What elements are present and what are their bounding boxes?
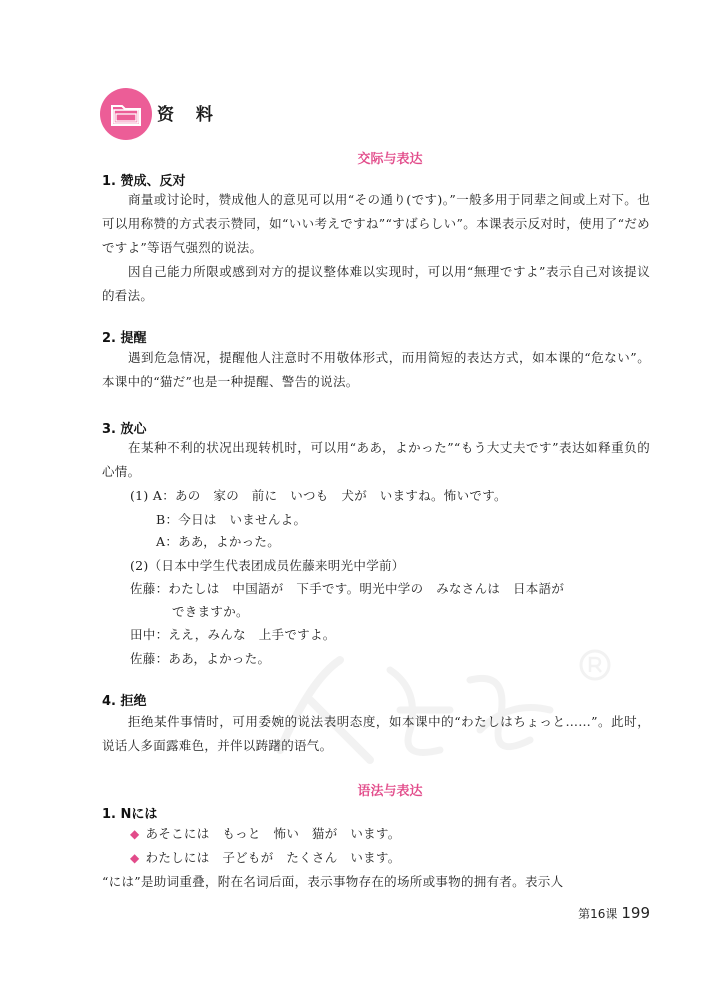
item-heading-refuse: 4. 拒绝: [102, 694, 147, 709]
example-line: (1) A：あの 家の 前に いつも 犬が いますね。怖いです。: [130, 488, 507, 503]
example-line: できますか。: [172, 604, 249, 619]
paragraph: 拒绝某件事情时，可用委婉的说法表明态度，如本课中的“わたしはちょっと……”。此时，说话人多面露难色，并伴以踌躇的语气。: [102, 714, 650, 753]
example-text: わたしには 子どもが たくさん います。: [145, 850, 401, 865]
example-line: (2)（日本中学生代表团成员佐藤来明光中学前）: [130, 558, 405, 573]
page-title: 资 料: [157, 105, 221, 125]
section-heading-grammar: 语法与表达: [357, 784, 423, 799]
example-line: [130, 822, 401, 846]
paragraph: 商量或讨论时，赞成他人的意见可以用“その通り(です)。”一般多用于同辈之间或上对下。也可以用称赞的方式表示赞同，如“いい考えですね”“すばらしい”。本课表示反对时，使用了“だめですよ”等语气强烈的说法。: [102, 192, 650, 255]
paragraph: “には”是助词重叠，附在名词后面，表示事物存在的场所或事物的拥有者。表示人: [102, 874, 564, 889]
example-line: 田中：ええ，みんな 上手ですよ。: [130, 627, 336, 642]
example-line: [130, 846, 401, 870]
paragraph: 遇到危急情况，提醒他人注意时不用敬体形式，而用简短的表达方式，如本课的“危ない”。本课中的“猫だ”也是一种提醒、警告的说法。: [102, 350, 650, 389]
lesson-label: 第16课: [578, 907, 618, 921]
paragraph: 在某种不利的状况出现转机时，可以用“ああ，よかった”“もう大丈夫です”表达如释重负的心情。: [102, 440, 650, 479]
diamond-bullet-icon: ◆: [130, 827, 140, 841]
page-number: 199: [621, 904, 650, 922]
example-line: 佐藤：わたしは 中国語が 下手です。明光中学の みなさんは 日本語が: [130, 581, 565, 596]
item-heading-agree: 1. 赞成、反对: [102, 174, 186, 189]
grammar-heading: 1. Nには: [102, 807, 158, 822]
example-line: A：ああ，よかった。: [156, 534, 281, 549]
section-heading-communication: 交际与表达: [357, 152, 423, 167]
item-heading-relief: 3. 放心: [102, 422, 147, 437]
example-line: 佐藤：ああ，よかった。: [130, 651, 271, 666]
example-line: B：今日は いませんよ。: [156, 512, 307, 527]
page-footer: [578, 904, 650, 922]
example-text: あそこには もっと 怖い 猫が います。: [145, 826, 401, 841]
folder-icon: [100, 88, 152, 140]
diamond-bullet-icon: ◆: [130, 851, 140, 865]
item-heading-remind: 2. 提醒: [102, 331, 147, 346]
paragraph: 因自己能力所限或感到对方的提议整体难以实现时，可以用“無理ですよ”表示自己对该提议的看法。: [102, 264, 650, 303]
